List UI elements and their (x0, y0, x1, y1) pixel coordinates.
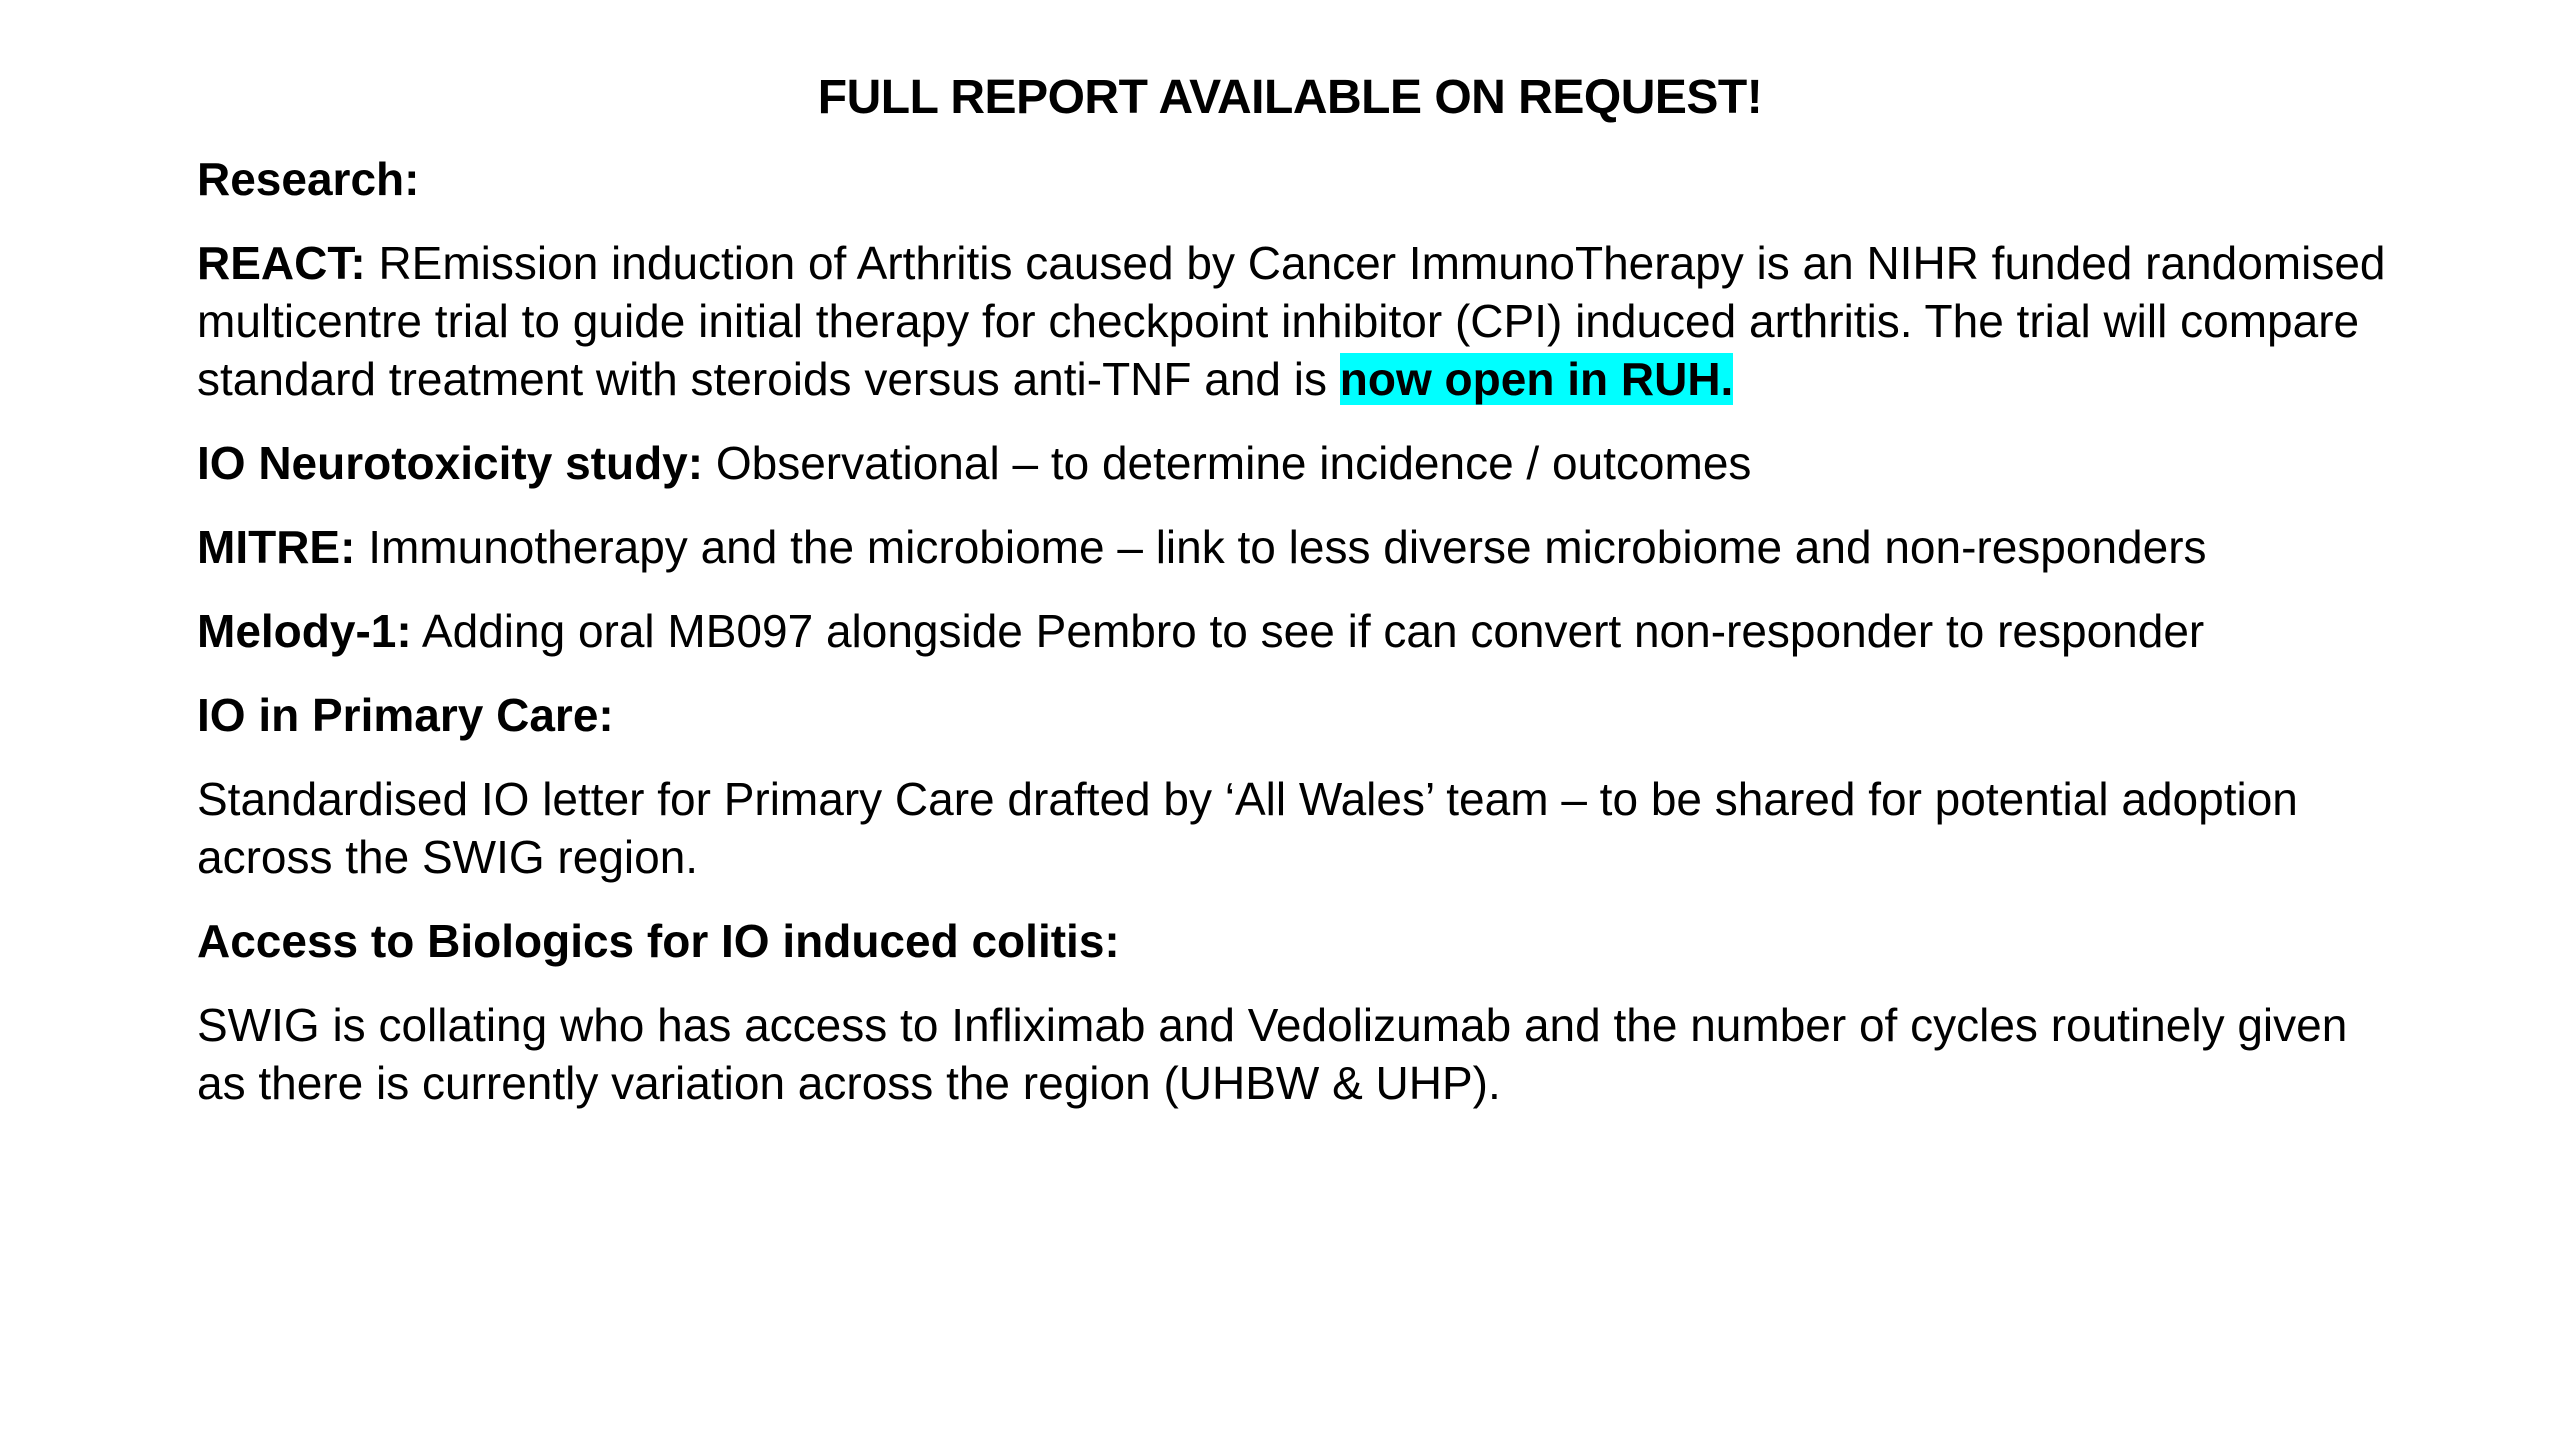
melody-paragraph (197, 602, 2397, 660)
biologics-heading: Access to Biologics for IO induced colitis: (197, 915, 1120, 967)
mitre-label: MITRE: (197, 521, 356, 573)
react-text: REmission induction of Arthritis caused by Cancer ImmunoTherapy is an NIHR funded randomised multicentre trial to guide initial therapy for checkpoint inhibitor (CPI) induced arthritis. The trial will compare standard treatment with steroids versus anti-TNF and is (197, 237, 2386, 405)
react-label: REACT: (197, 237, 366, 289)
slide-title: FULL REPORT AVAILABLE ON REQUEST! (817, 71, 1763, 124)
primary-care-paragraph: Standardised IO letter for Primary Care drafted by ‘All Wales’ team – to be shared for potential adoption across the SWIG region. (197, 773, 2298, 883)
neurotoxicity-paragraph (197, 434, 2397, 492)
primary-care-heading: IO in Primary Care: (197, 689, 614, 741)
melody-label: Melody-1: (197, 605, 412, 657)
react-paragraph (197, 234, 2397, 408)
biologics-paragraph: SWIG is collating who has access to Infliximab and Vedolizumab and the number of cycles routinely given as there is currently variation across the region (UHBW & UHP). (197, 999, 2348, 1109)
neurotoxicity-label: IO Neurotoxicity study: (197, 437, 704, 489)
mitre-text: Immunotherapy and the microbiome – link to less diverse microbiome and non-responders (355, 521, 2207, 573)
neurotoxicity-text: Observational – to determine incidence / outcomes (703, 437, 1752, 489)
slide-content (197, 150, 2397, 1138)
melody-text: Adding oral MB097 alongside Pembro to see if can convert non-responder to responder (411, 605, 2205, 657)
research-heading: Research: (197, 153, 420, 205)
react-highlight: now open in RUH. (1339, 353, 1734, 405)
mitre-paragraph (197, 518, 2397, 576)
